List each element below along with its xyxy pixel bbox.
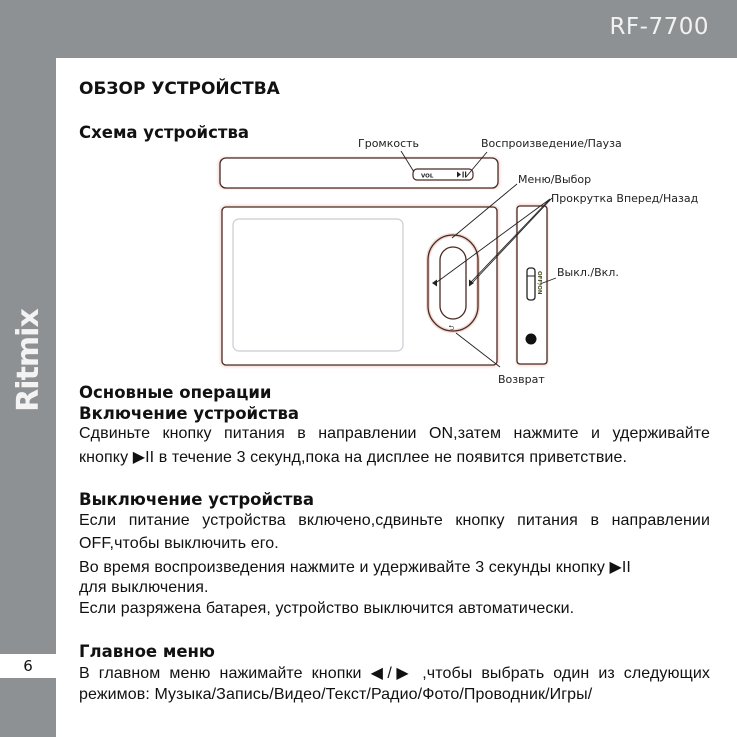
switch-text: OFF/ON — [536, 271, 542, 295]
page-number: 6 — [0, 654, 56, 678]
earphone-jack — [526, 334, 537, 345]
section-main-menu-heading: Главное меню — [79, 642, 215, 661]
power-on-line-1: Сдвиньте кнопку питания в направлении ON,затем нажмите и удерживайте — [79, 425, 710, 442]
power-off-line-3: Во время воспроизведения нажмите и удерживайте 3 секунды кнопку ▶II — [79, 559, 631, 576]
label-play-pause: Воспроизведение/Пауза — [481, 137, 622, 150]
diagram-heading: Схема устройства — [79, 123, 250, 142]
vol-text: VOL — [421, 173, 434, 180]
section-power-on-heading: Включение устройства — [79, 404, 300, 423]
power-off-line-5: Если разряжена батарея, устройство выключится автоматически. — [79, 600, 575, 617]
power-off-line-2: OFF,чтобы выключить его. — [79, 535, 279, 552]
page-title: ОБЗОР УСТРОЙСТВА — [79, 79, 280, 99]
power-off-line-4: для выключения. — [79, 579, 209, 596]
label-menu-select: Меню/Выбор — [518, 173, 592, 186]
brand-logo-text: Ritmix — [10, 308, 46, 412]
section-basic-ops-heading: Основные операции — [79, 383, 272, 402]
power-switch — [527, 268, 535, 300]
main-menu-line-2: режимов: Музыка/Запись/Видео/Текст/Радио/Фото/Проводник/Игры/ — [79, 686, 593, 703]
header-model: RF-7700 — [609, 14, 709, 40]
device-top-view — [220, 158, 498, 188]
power-on-line-2: кнопку ▶II в течение 3 секунд,пока на дисплее не появится приветствие. — [79, 449, 628, 466]
label-power: Выкл./Вкл. — [557, 266, 619, 279]
main-menu-line-1: В главном меню нажимайте кнопки ◀/▶ ,чтобы выбрать один из следующих — [79, 665, 710, 682]
back-icon: ⮌ — [448, 324, 455, 332]
section-power-off-heading: Выключение устройства — [79, 490, 314, 509]
label-back: Возврат — [498, 373, 545, 386]
label-volume: Громкость — [358, 137, 420, 150]
power-off-line-1: Если питание устройства включено,сдвиньте кнопку питания в направлении — [79, 512, 710, 529]
label-scroll: Прокрутка Вперед/Назад — [551, 192, 699, 205]
device-screen — [233, 219, 403, 351]
nav-ring-inner — [440, 247, 466, 319]
